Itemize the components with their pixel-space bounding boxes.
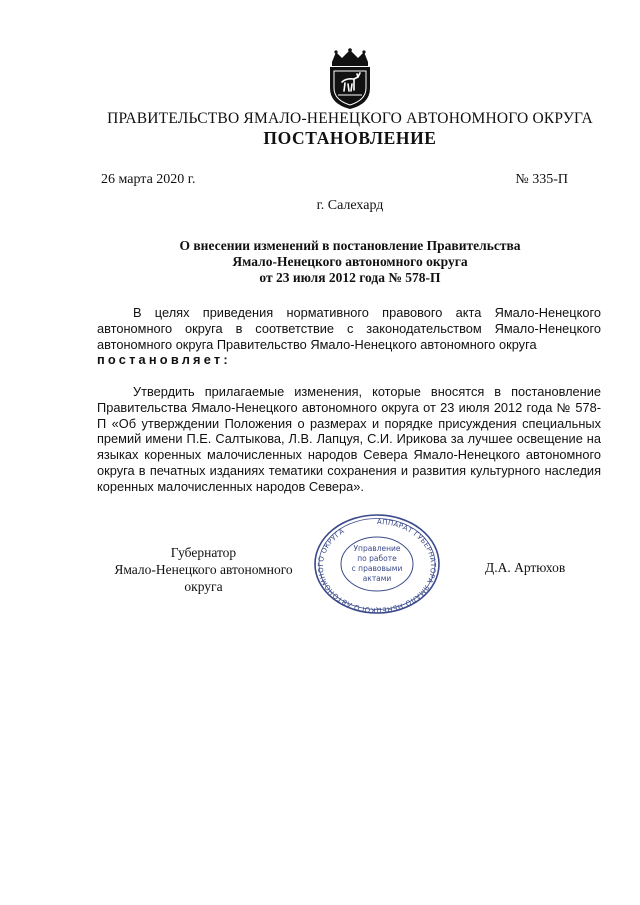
document-number: № 335-П [515, 172, 568, 187]
decision-paragraph: Утвердить прилагаемые изменения, которые вносятся в постановление Правительства Ямало-Ненецкого автономного округа от 23 июля 2012 года № 578-П «Об утверждении Положения о размерах и порядке присуждения специальных премий имени П.Е. Салтыкова, Л.В. Лапцуя, С.И. Ирикова за лучшее освещение на языках коренных малочисленных народов Севера Ямало-Ненецкого автономного округа в печатных изданиях тематики сохранения и развития культурного наследия коренных малочисленных народов Севера». [97, 384, 601, 494]
official-seal-stamp [311, 512, 443, 616]
document-date: 26 марта 2020 г. [101, 172, 196, 187]
document-place: г. Салехард [316, 198, 384, 213]
signer-position-line: Губернатор [170, 545, 237, 560]
coat-of-arms-emblem [324, 48, 376, 110]
preamble-paragraph [97, 305, 601, 368]
document-heading [150, 238, 550, 286]
seal-center-line: актами [362, 574, 392, 583]
signer-position [96, 544, 311, 595]
seal-ring-text: АППАРАТ ГУБЕРНАТОРА ЯМАЛО-НЕНЕЦКОГО АВТОНОМНОГО ОКРУГА [316, 517, 437, 615]
document-type: ПОСТАНОВЛЕНИЕ [263, 128, 437, 148]
seal-center-line: с правовыми [351, 564, 403, 573]
heading-line: О внесении изменений в постановление Правительства [179, 238, 521, 253]
decree-word: постановляет: [97, 352, 231, 368]
organization-title: ПРАВИТЕЛЬСТВО ЯМАЛО-НЕНЕЦКОГО АВТОНОМНОГО ОКРУГА [107, 110, 593, 127]
heading-line: Ямало-Ненецкого автономного округа [232, 254, 468, 269]
seal-center-line: Управление [353, 544, 401, 553]
seal-center-line: по работе [357, 554, 397, 563]
heading-line: от 23 июля 2012 года № 578-П [259, 270, 441, 285]
preamble-text: В целях приведения нормативного правового акта Ямало-Ненецкого автономного округа в соответствие с законодательством Ямало-Ненецкого автономного округа Правительство Ямало-Ненецкого автономного округа [97, 305, 601, 352]
signer-name: Д.А. Артюхов [485, 560, 566, 575]
signer-position-line: Ямало-Ненецкого автономного округа [114, 562, 293, 594]
